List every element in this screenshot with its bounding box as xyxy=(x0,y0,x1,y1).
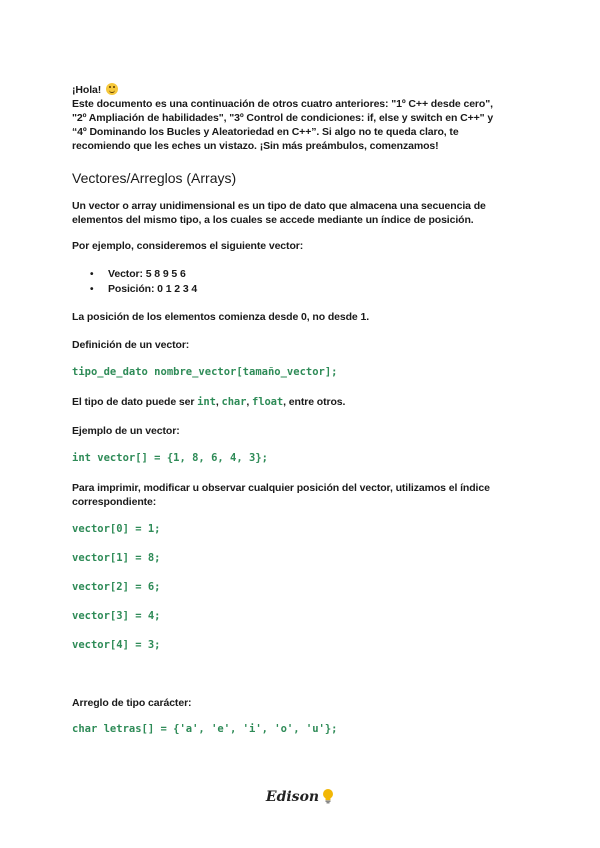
access-note xyxy=(72,481,532,509)
char-array-label: Arreglo de tipo carácter: xyxy=(72,697,192,709)
definition-line-2: elementos del mismo tipo, a los cuales se accede mediante un índice de posición. xyxy=(72,214,474,226)
access-note-line-2: correspondiente: xyxy=(72,496,157,508)
type-char: char xyxy=(221,396,247,408)
bullet-item-vector: • Vector: 5 8 9 5 6 xyxy=(72,267,197,282)
definition-paragraph xyxy=(72,199,532,227)
assignment-line: vector[3] = 4; xyxy=(72,610,161,622)
intro-line-2: "2º Ampliación de habilidades", "3º Control de condiciones: if, else y switch en C++" y xyxy=(72,112,494,124)
definition-label: Definición de un vector: xyxy=(72,339,190,351)
types-sep-1: , xyxy=(215,396,222,408)
section-heading: Vectores/Arreglos (Arrays) xyxy=(72,170,237,186)
intro-line-4: recomiendo que les eches un vistazo. ¡Sin más preámbulos, comenzamos! xyxy=(72,140,439,152)
definition-code: tipo_de_dato nombre_vector[tamaño_vector]; xyxy=(72,366,338,378)
example-vector-label: Ejemplo de un vector: xyxy=(72,425,180,437)
intro-line-3: “4º Dominando los Bucles y Aleatoriedad en C++”. Si algo no te queda claro, te xyxy=(72,126,459,138)
access-note-line-1: Para imprimir, modificar u observar cualquier posición del vector, utilizamos el índice xyxy=(72,482,490,494)
smiling-face-emoji-icon xyxy=(106,83,118,95)
char-array-code: char letras[] = {'a', 'e', 'i', 'o', 'u'}; xyxy=(72,723,338,735)
definition-line-1: Un vector o array unidimensional es un tipo de dato que almacena una secuencia de xyxy=(72,200,486,212)
bullet-list xyxy=(72,267,197,297)
greeting: ¡Hola! xyxy=(72,84,102,96)
position-note: La posición de los elementos comienza desde 0, no desde 1. xyxy=(72,311,370,323)
types-sentence xyxy=(72,395,532,409)
assignment-line: vector[2] = 6; xyxy=(72,581,161,593)
types-sep-2: , xyxy=(246,396,253,408)
lightbulb-icon xyxy=(322,788,334,808)
type-int: int xyxy=(197,396,216,408)
intro-line-1: Este documento es una continuación de otros cuatro anteriores: "1º C++ desde cero", xyxy=(72,98,493,110)
footer-signature xyxy=(0,788,600,808)
bullet-item-position: • Posición: 0 1 2 3 4 xyxy=(72,282,197,297)
types-prefix: El tipo de dato puede ser xyxy=(72,396,198,408)
types-suffix: , entre otros. xyxy=(283,396,346,408)
assignment-line: vector[4] = 3; xyxy=(72,639,161,651)
example-vector-code: int vector[] = {1, 8, 6, 4, 3}; xyxy=(72,452,268,464)
signature-text: Edison xyxy=(265,789,320,805)
type-float: float xyxy=(252,396,284,408)
example-intro: Por ejemplo, consideremos el siguiente vector: xyxy=(72,240,304,252)
intro-paragraph xyxy=(72,83,532,153)
assignment-line: vector[1] = 8; xyxy=(72,552,161,564)
assignment-line: vector[0] = 1; xyxy=(72,523,161,535)
